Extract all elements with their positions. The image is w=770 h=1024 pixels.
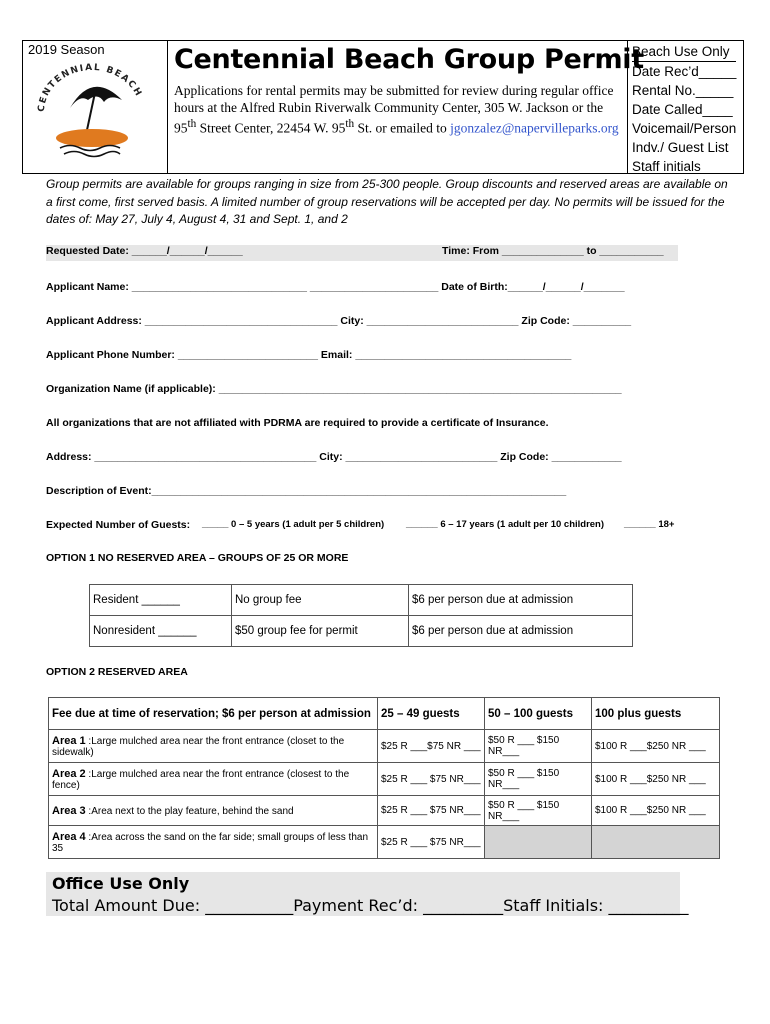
time-field[interactable]: Time: From ______________ to ___________ [442,245,664,257]
area-desc: Large mulched area near the front entrance (closet to the sidewalk) [52,735,345,758]
table-cell: No group fee [232,585,409,616]
table-row [49,730,720,763]
intro-part: St. or emailed to [354,120,451,136]
option1-heading: OPTION 1 NO RESERVED AREA – GROUPS OF 25 OR MORE [46,552,349,564]
table-header: Fee due at time of reservation; $6 per person at admission [49,698,378,730]
intro-sup: th [187,118,197,130]
fee-cell[interactable]: $25 R ___ $75 NR___ [378,796,485,826]
disabled-cell [592,826,720,859]
table-cell: $6 per person due at admission [409,585,633,616]
table-row [90,616,633,647]
resident-cell[interactable]: Resident ______ [90,585,232,616]
fee-cell[interactable]: $50 R ___ $150 NR___ [485,730,592,763]
option2-heading: OPTION 2 RESERVED AREA [46,666,188,678]
season-label: 2019 Season [28,42,105,57]
applicant-phone-field[interactable]: Applicant Phone Number: ________________________ Email: _____________________________________ [46,349,572,361]
table-cell: $6 per person due at admission [409,616,633,647]
table-header: 50 – 100 guests [485,698,592,730]
fee-cell[interactable]: $25 R ___ $75 NR___ [378,763,485,796]
office-item: Voicemail/Person [632,121,737,136]
fee-cell[interactable]: $25 R ___$75 NR ___ [378,730,485,763]
fee-cell[interactable]: $100 R ___$250 NR ___ [592,730,720,763]
table-cell: $50 group fee for permit [232,616,409,647]
intro-part: Street Center, 22454 W. 95 [196,120,346,136]
area-cell: Area 2 :Large mulched area near the front entrance (closest to the fence) [49,763,378,796]
office-use-title: Office Use Only [52,874,190,893]
header-divider [167,40,168,174]
organization-field[interactable]: Organization Name (if applicable): _____________________________________________________________________ [46,383,622,395]
office-item: Staff initials ____ [632,159,735,174]
table-row [49,826,720,859]
svg-text:CENTENNIAL BEACH [37,63,144,113]
area-label: Area 3 [52,804,86,817]
area-label: Area 1 [52,734,86,747]
office-use-fields[interactable]: Total Amount Due: ___________Payment Rec’d: __________Staff Initials: __________ [52,896,689,915]
guests-6-17-field[interactable]: ______ 6 – 17 years (1 adult per 10 children) [406,519,605,530]
area-cell: Area 1 :Large mulched area near the front entrance (closet to the sidewalk) [49,730,378,763]
office-item: Date Rec’d_____ [632,64,737,79]
area-label: Area 4 [52,830,86,843]
description-field[interactable]: Description of Event:_______________________________________________________________________ [46,485,567,497]
table-row [49,796,720,826]
certificate-note: All organizations that are not affiliated with PDRMA are required to provide a certificate of Insurance. [46,417,549,429]
email-link[interactable]: jgonzalez@napervilleparks.org [450,120,619,136]
fee-cell[interactable]: $50 R ___ $150 NR___ [485,763,592,796]
fee-cell[interactable]: $50 R ___ $150 NR___ [485,796,592,826]
area-cell: Area 4 :Area across the sand on the far side; small groups of less than 35 [49,826,378,859]
office-item: Date Called____ [632,102,733,117]
option2-table [48,697,720,859]
table-row [49,763,720,796]
office-item: Rental No._____ [632,83,734,98]
requested-date-field[interactable]: Requested Date: ______/______/______ [46,245,243,257]
area-desc: Large mulched area near the front entrance (closest to the fence) [52,768,350,791]
area-desc: Area next to the play feature, behind the sand [91,805,294,817]
area-desc: Area across the sand on the far side; small groups of less than 35 [52,831,369,854]
expected-guests-row [46,519,675,531]
expected-guests-label: Expected Number of Guests: [46,519,191,531]
address-field[interactable]: Address: ______________________________________ City: __________________________ Zip Code: ____________ [46,451,622,463]
table-row [90,585,633,616]
fee-cell[interactable]: $100 R ___$250 NR ___ [592,763,720,796]
guests-0-5-field[interactable]: _____ 0 – 5 years (1 adult per 5 children) [202,519,385,530]
fee-cell[interactable]: $100 R ___$250 NR ___ [592,796,720,826]
area-cell: Area 3 :Area next to the play feature, behind the sand [49,796,378,826]
intro-sup: th [345,118,355,130]
requested-date-row [46,245,678,261]
intro-text [174,82,622,137]
office-item: Indv./ Guest List [632,140,729,155]
applicant-address-field[interactable]: Applicant Address: _________________________________ City: __________________________ Zip Code: __________ [46,315,632,327]
nonresident-cell[interactable]: Nonresident ______ [90,616,232,647]
intro-part: 95 [174,120,188,136]
guests-18-field[interactable]: ______ 18+ [624,519,675,530]
table-header: 25 – 49 guests [378,698,485,730]
area-label: Area 2 [52,767,86,780]
notice-text: Group permits are available for groups ranging in size from 25-300 people. Group discounts and reserved areas are available on a first come, first served basis. A limited number of group reservations will be accepted per day. No permits will be issued for the dates of: May 27, July 4, August 4, 31 and Sept. 1, and 2 [46,177,728,226]
beach-use-only-box [632,42,736,176]
intro-line1: Applications for rental permits may be submitted for review during regular office hours at the Alfred Rubin Riverwalk Community Center, 305 W. Jackson or the [174,83,614,115]
table-header: 100 plus guests [592,698,720,730]
page-title: Centennial Beach Group Permit [174,44,644,75]
centennial-beach-logo [30,60,154,160]
fee-cell[interactable]: $25 R ___ $75 NR___ [378,826,485,859]
disabled-cell [485,826,592,859]
office-item: Beach Use Only [632,42,736,62]
table-header-row [49,698,720,730]
logo-text: CENTENNIAL BEACH [36,62,144,113]
option1-table [89,584,633,647]
applicant-name-field[interactable]: Applicant Name: ______________________________ ______________________ Date of Birth:______/______/_______ [46,281,625,293]
